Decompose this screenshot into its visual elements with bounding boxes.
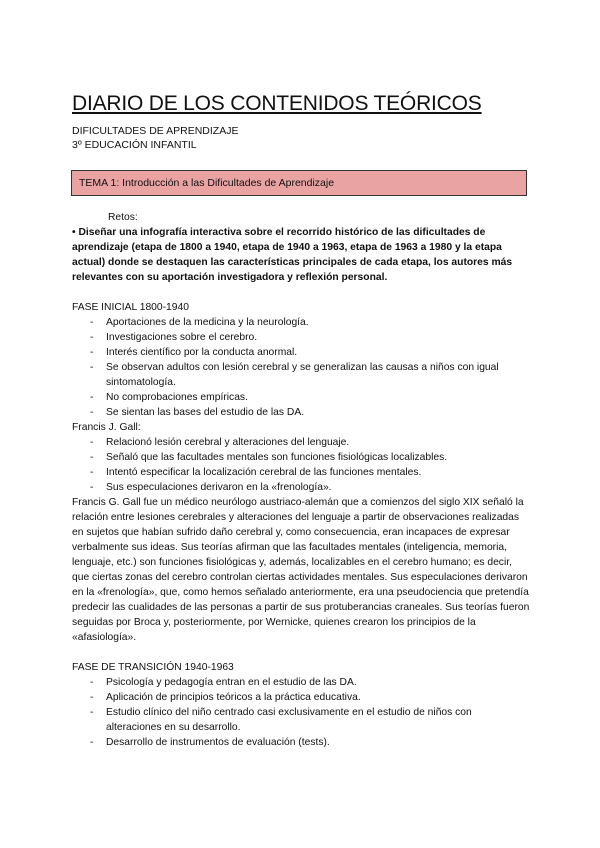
- list-item: - Intentó especificar la localización cerebral de las funciones mentales.: [90, 467, 422, 478]
- topic-title: TEMA 1: Introducción a las Dificultades de Aprendizaje: [79, 177, 335, 189]
- dash-icon: -: [90, 437, 94, 448]
- dash-icon: -: [90, 392, 94, 403]
- list-item: - Aportaciones de la medicina y la neurología.: [90, 317, 309, 328]
- dash-icon: -: [90, 692, 94, 703]
- dash-icon: -: [90, 407, 94, 418]
- dash-icon: -: [90, 482, 94, 493]
- page-title: DIARIO DE LOS CONTENIDOS TEÓRICOS: [72, 92, 482, 115]
- list-item: - Relacionó lesión cerebral y alteraciones del lenguaje.: [90, 437, 350, 448]
- content-body: [72, 210, 530, 750]
- gall-paragraph: Francis G. Gall fue un médico neurólogo austriaco-alemán que a comienzos del siglo XIX señaló la relación entre lesiones cerebrales y alteraciones del lenguaje a partir de observaciones realizadas en sujetos que habían sufrido daño cerebral y, como consecuencia, eran incapaces de expresar verbalmente sus ideas. Sus teorías afirman que las facultades mentales (inteligencia, memoria, lenguaje, etc.) son funciones fisiológicas y, además, localizables en el cerebro humano; es decir, que ciertas zonas del cerebro controlan ciertas actividades mentales. Sus especulaciones derivaron en la «frenología», que, como hemos señalado anteriormente, era una pseudociencia que pretendía predecir las cualidades de las personas a partir de sus protuberancias craneales. Sus teorías fueron seguidas por Broca y, posteriormente, por Wernicke, quienes crearon los principios de la «afasiología».: [72, 497, 530, 643]
- list-item: - Estudio clínico del niño centrado casi exclusivamente en el estudio de niños con alteraciones en su desarrollo.: [90, 707, 472, 733]
- dash-icon: -: [90, 452, 94, 463]
- dash-icon: -: [90, 317, 94, 328]
- fase-transicion-list: [72, 675, 530, 750]
- dash-icon: -: [90, 347, 94, 358]
- fase-inicial-list: [72, 315, 530, 420]
- course-line: 3º EDUCACIÓN INFANTIL: [72, 139, 197, 151]
- list-item: - Sus especulaciones derivaron en la «frenología».: [90, 482, 332, 493]
- list-item: - Aplicación de principios teóricos a la práctica educativa.: [90, 692, 361, 703]
- topic-box: [71, 170, 527, 196]
- list-item: - Se observan adultos con lesión cerebral y se generalizan las causas a niños con igual sintomatología.: [90, 362, 499, 388]
- retos-label: Retos:: [108, 212, 138, 223]
- list-item: - Señaló que las facultades mentales son funciones fisiológicas localizables.: [90, 452, 448, 463]
- list-item: - Desarrollo de instrumentos de evaluación (tests).: [90, 737, 330, 748]
- list-item: - Psicología y pedagogía entran en el estudio de las DA.: [90, 677, 357, 688]
- list-item: - Se sientan las bases del estudio de las DA.: [90, 407, 305, 418]
- list-item: - Interés científico por la conducta anormal.: [90, 347, 298, 358]
- dash-icon: -: [90, 677, 94, 688]
- gall-heading: Francis J. Gall:: [72, 422, 141, 433]
- dash-icon: -: [90, 362, 94, 373]
- subject-line: DIFICULTADES DE APRENDIZAJE: [72, 125, 239, 137]
- retos-description: Diseñar una infografía interactiva sobre el recorrido histórico de las dificultades de aprendizaje (etapa de 1800 a 1940, etapa de 1940 a 1963, etapa de 1963 a 1980 y la etapa actual) donde se destaquen las características principales de cada etapa, los autores más relevantes con su aportación investigadora y reflexión personal.: [72, 227, 513, 283]
- gall-list: [72, 435, 530, 495]
- list-item: - Investigaciones sobre el cerebro.: [90, 332, 258, 343]
- bullet-icon: •: [72, 227, 76, 238]
- dash-icon: -: [90, 332, 94, 343]
- dash-icon: -: [90, 707, 94, 718]
- retos-text: [72, 225, 530, 285]
- fase-transicion-heading: FASE DE TRANSICIÓN 1940-1963: [72, 662, 234, 673]
- list-item: - No comprobaciones empíricas.: [90, 392, 248, 403]
- fase-inicial-heading: FASE INICIAL 1800-1940: [72, 302, 189, 313]
- dash-icon: -: [90, 467, 94, 478]
- dash-icon: -: [90, 737, 94, 748]
